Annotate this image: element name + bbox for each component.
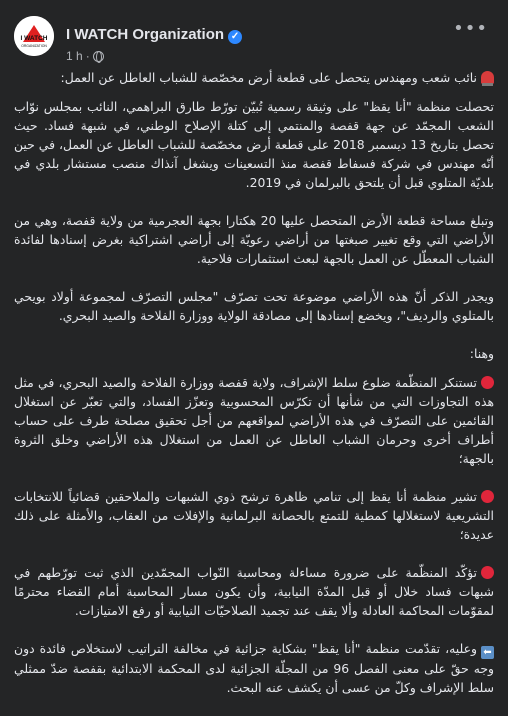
bullet-4: ⬅وعليه، تقدّمت منظمة "أنا يقظ" بشكاية جزائية في مخالفة التراتيب لاستخلاص فائدة دون وجه حقّ على معنى الفصل 96 من المجلّة الجزائية لدى المحكمة الابتدائية بقفصة ضدّ ممثلي سلط الإشراف وكلّ من عسى أن يكشف عنه البحث.	[14, 641, 495, 695]
paragraph-1: تحصلت منظمة "أنا يقظ" على وثيقة رسمية تُبيّن تورّط طارق البراهمي، النائب بمجلس نوّاب الشعب المجمّد عن جهة قفصة والمنتمي إلى كتلة الإصلاح الوطني، في شبهة فساد. حيث تحصل بتاريخ 13 ديسمبر 2018 على قطعة أرض مخصّصة للشباب العاطل عن العمل، في حين أنّه مهندس في شركة فسفاط قفصة منذ التسعينات ويشغل آنذاك منصب مستشار بلدي في بلديّة المتلوي قبل أن يلتحق بالبرلمان في 2019.	[14, 99, 494, 190]
organization-name: I WATCH Organization	[66, 26, 225, 43]
post-header	[14, 12, 496, 64]
svg-text:ORGANIZATION: ORGANIZATION	[21, 44, 47, 48]
svg-text:I WATCH: I WATCH	[20, 35, 48, 42]
organization-name-link[interactable]	[66, 26, 242, 44]
bullet-3: تؤكّد المنظّمة على ضرورة مساءلة ومحاسبة النّواب المجمّدين الذي ثبت تورّطهم في شبهات فساد خلال أو قبل المدّة النيابية، وأن يكون مسار المحاسبة أمام القضاء محترمًا لمقوّمات المحاكمة العادلة وألا يقف عند تجميد الصلاحيّات النيابية أو رفع الامتيازات.	[14, 565, 494, 618]
red-circle-icon	[481, 566, 494, 579]
red-circle-icon	[481, 376, 494, 389]
iwatch-logo-icon	[14, 16, 54, 56]
post-timestamp[interactable]: 1 h	[66, 49, 83, 63]
more-options-icon[interactable]: •••	[453, 18, 488, 39]
meta-separator: ·	[85, 49, 90, 63]
paragraph-4: وهنا:	[469, 346, 494, 361]
post-meta	[66, 49, 104, 63]
paragraph-3: ويجدر الذكر أنّ هذه الأراضي موضوعة تحت تصرّف "مجلس التصرّف لمجموعة أولاد بويحي بالمتلوي والرديف"، ويخضع إسنادها إلى مصادقة الولاية ووزارة الفلاحة والصيد البحري.	[14, 289, 494, 323]
left-arrow-icon: ⬅	[481, 646, 494, 659]
globe-icon[interactable]	[93, 51, 104, 62]
organization-avatar[interactable]	[14, 16, 54, 56]
bullet-2: تشير منظمة أنا يقظ إلى تنامي ظاهرة ترشح ذوي الشبهات والملاحقين قضائياً للانتخابات التشريعية لاستغلالها كمطية للتمتع بالحصانة البرلمانية والإفلات من العقاب، والأمثلة على ذلك عديدة؛	[14, 489, 494, 542]
paragraph-2: وتبلغ مساحة قطعة الأرض المتحصل عليها 20 هكتارا بجهة العجرمية من ولاية قفصة، وهي من الأراضي التي وقع تغيير صبغتها من أراضي رعويّة إلى أراضي اشتراكية بغرض إسنادها لفائدة الشباب المعطّل عن العمل بالجهة لبعث استثمارات فلاحية.	[14, 213, 494, 266]
red-circle-icon	[481, 490, 494, 503]
bullet-1: تستنكر المنظّمة ضلوع سلط الإشراف، ولاية قفصة ووزارة الفلاحة والصيد البحري، في مثل هذه التجاوزات التي من شأنها أن تكرّس المحسوبية وتعزّز الفساد، والتي تعبّر عن استغلال القائمين على التصرّف في هذه الأراضي لمواقعهم من أجل تحقيق مصلحة طرف على حساب أطراف أخرى وحرمان الشباب العاطل عن العمل من استغلال هذه الأراضي وخلق الثروة بالجهة؛	[14, 375, 494, 466]
post-headline: نائب شعب ومهندس يتحصل على قطعة أرض مخصّصة للشباب العاطل عن العمل:	[14, 68, 494, 87]
siren-icon	[481, 71, 494, 84]
post-body	[14, 68, 494, 716]
verified-badge-icon: ✓	[228, 30, 242, 44]
